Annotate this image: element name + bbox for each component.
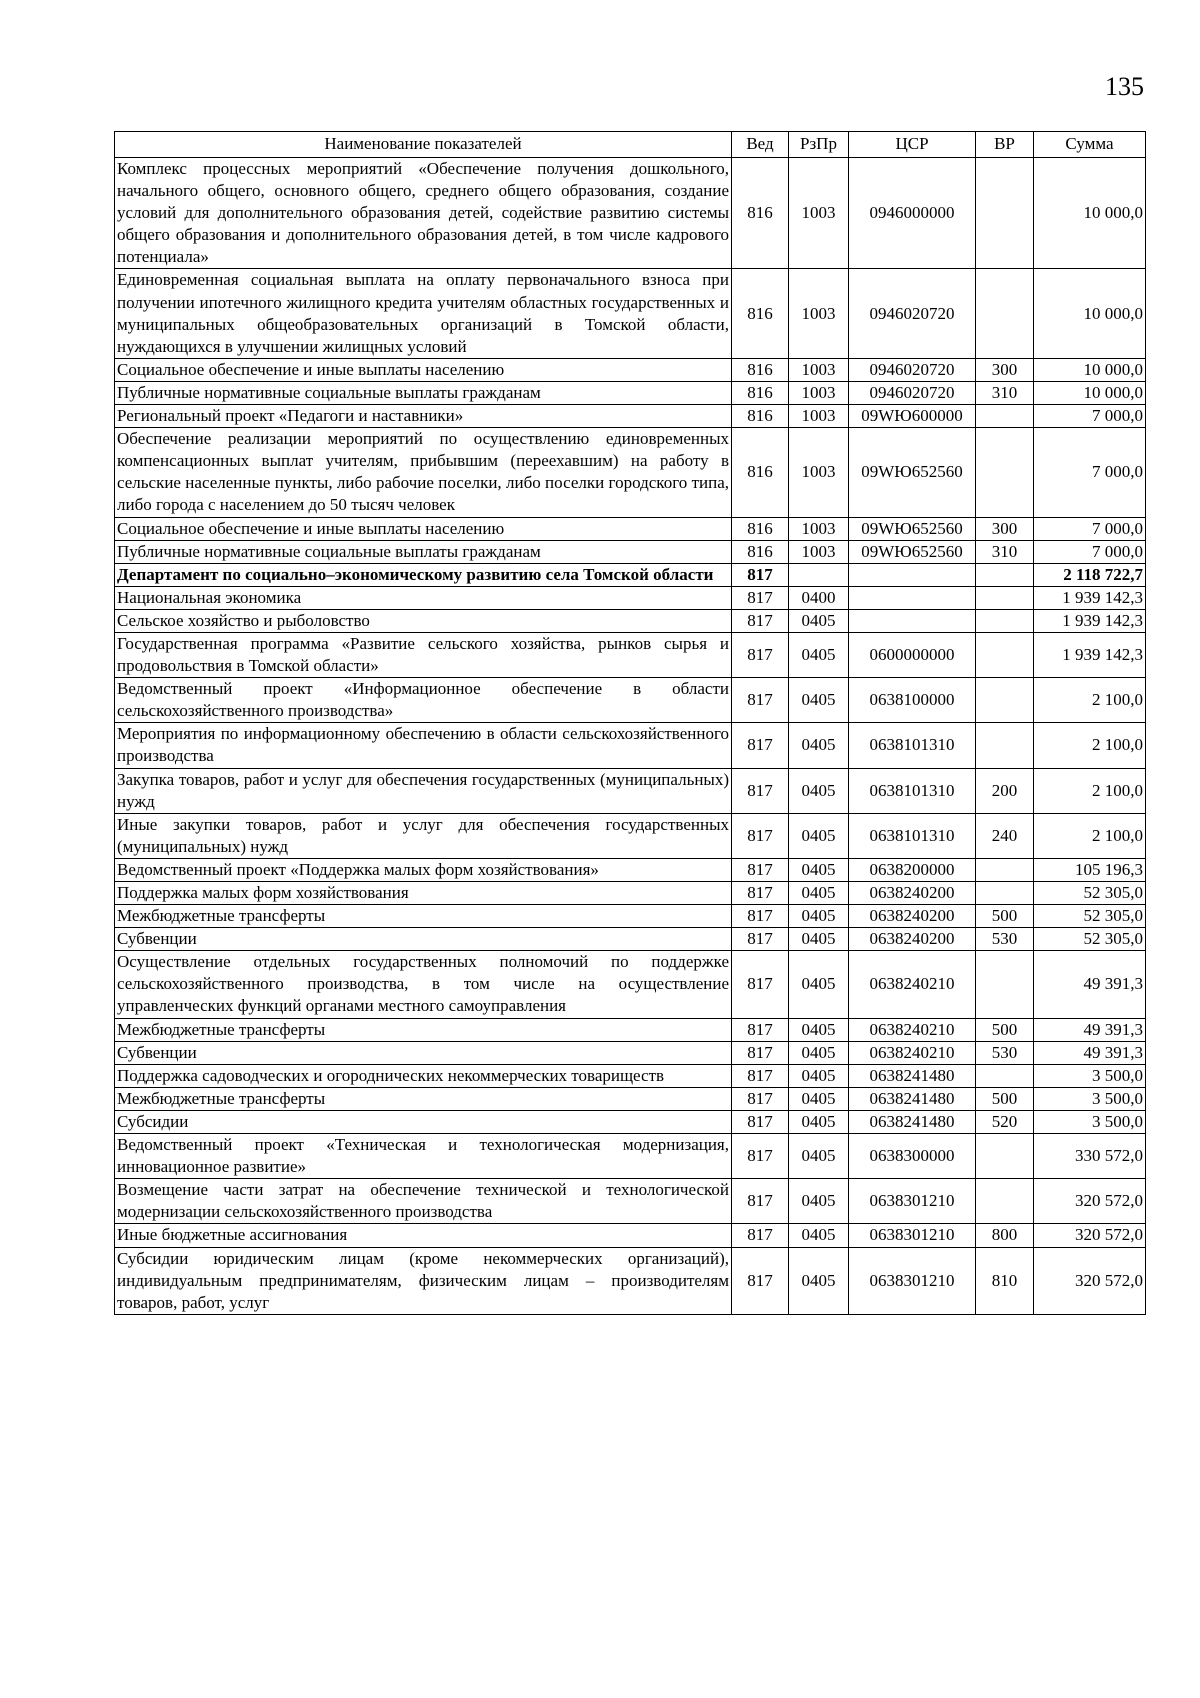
cell-sum: 3 500,0 — [1034, 1110, 1146, 1133]
cell-rzpr: 1003 — [789, 428, 849, 517]
cell-name: Социальное обеспечение и иные выплаты населению — [115, 517, 732, 540]
cell-rzpr: 0405 — [789, 723, 849, 768]
cell-ved: 817 — [732, 813, 789, 858]
cell-vr — [976, 632, 1034, 677]
table-row — [115, 1041, 1146, 1064]
cell-sum: 3 500,0 — [1034, 1087, 1146, 1110]
table-row — [115, 158, 1146, 269]
table-row — [115, 768, 1146, 813]
cell-name: Публичные нормативные социальные выплаты гражданам — [115, 540, 732, 563]
cell-name: Комплекс процессных мероприятий «Обеспечение получения дошкольного, начального общего, основного общего, среднего общего образования, создание условий для дополнительного образования детей, содействие развитию системы общего образования и дополнительного образования детей, в том числе кадрового потенциала» — [115, 158, 732, 269]
header-row — [115, 132, 1146, 158]
cell-vr: 500 — [976, 1087, 1034, 1110]
cell-rzpr: 1003 — [789, 381, 849, 404]
cell-csr: 09WЮ600000 — [849, 405, 976, 428]
cell-vr — [976, 882, 1034, 905]
table-row — [115, 882, 1146, 905]
cell-sum: 330 572,0 — [1034, 1134, 1146, 1179]
cell-name: Субвенции — [115, 928, 732, 951]
cell-vr: 520 — [976, 1110, 1034, 1133]
cell-csr: 0946020720 — [849, 269, 976, 358]
cell-vr: 240 — [976, 813, 1034, 858]
cell-csr: 0638241480 — [849, 1064, 976, 1087]
cell-rzpr: 0405 — [789, 632, 849, 677]
cell-csr: 0946020720 — [849, 381, 976, 404]
cell-sum: 49 391,3 — [1034, 1041, 1146, 1064]
table-row — [115, 381, 1146, 404]
cell-csr: 0638240200 — [849, 905, 976, 928]
cell-ved: 817 — [732, 1134, 789, 1179]
cell-ved: 817 — [732, 1018, 789, 1041]
cell-sum: 1 939 142,3 — [1034, 586, 1146, 609]
cell-vr — [976, 678, 1034, 723]
cell-csr: 0600000000 — [849, 632, 976, 677]
table-row — [115, 723, 1146, 768]
header-sum: Сумма — [1034, 132, 1146, 158]
cell-csr: 0638100000 — [849, 678, 976, 723]
cell-csr: 09WЮ652560 — [849, 428, 976, 517]
cell-ved: 817 — [732, 1224, 789, 1247]
cell-ved: 816 — [732, 517, 789, 540]
cell-ved: 816 — [732, 358, 789, 381]
cell-ved: 816 — [732, 540, 789, 563]
cell-name: Возмещение части затрат на обеспечение технической и технологической модернизации сельскохозяйственного производства — [115, 1179, 732, 1224]
cell-rzpr: 0405 — [789, 858, 849, 881]
cell-ved: 817 — [732, 632, 789, 677]
header-vr: ВР — [976, 132, 1034, 158]
cell-rzpr: 0405 — [789, 813, 849, 858]
table-row — [115, 269, 1146, 358]
cell-ved: 817 — [732, 1179, 789, 1224]
cell-sum: 10 000,0 — [1034, 358, 1146, 381]
cell-ved: 817 — [732, 1110, 789, 1133]
cell-name: Субсидии юридическим лицам (кроме некоммерческих организаций), индивидуальным предпринимателям, физическим лицам – производителям товаров, работ, услуг — [115, 1247, 732, 1314]
cell-csr: 0638240210 — [849, 951, 976, 1018]
cell-ved: 817 — [732, 858, 789, 881]
cell-rzpr: 0405 — [789, 951, 849, 1018]
cell-sum: 49 391,3 — [1034, 1018, 1146, 1041]
cell-ved: 817 — [732, 563, 789, 586]
cell-csr — [849, 586, 976, 609]
cell-csr: 0638200000 — [849, 858, 976, 881]
cell-csr: 0638301210 — [849, 1247, 976, 1314]
cell-rzpr: 0405 — [789, 768, 849, 813]
cell-vr — [976, 428, 1034, 517]
table-row — [115, 632, 1146, 677]
cell-name: Закупка товаров, работ и услуг для обеспечения государственных (муниципальных) нужд — [115, 768, 732, 813]
cell-ved: 817 — [732, 905, 789, 928]
cell-sum: 10 000,0 — [1034, 158, 1146, 269]
page-number: 135 — [1105, 72, 1144, 101]
cell-sum: 3 500,0 — [1034, 1064, 1146, 1087]
cell-name: Социальное обеспечение и иные выплаты населению — [115, 358, 732, 381]
cell-ved: 817 — [732, 1041, 789, 1064]
cell-name: Ведомственный проект «Поддержка малых форм хозяйствования» — [115, 858, 732, 881]
cell-sum: 2 100,0 — [1034, 813, 1146, 858]
cell-vr: 530 — [976, 1041, 1034, 1064]
cell-name: Иные закупки товаров, работ и услуг для обеспечения государственных (муниципальных) нужд — [115, 813, 732, 858]
cell-sum: 105 196,3 — [1034, 858, 1146, 881]
table-row — [115, 951, 1146, 1018]
cell-ved: 817 — [732, 951, 789, 1018]
cell-sum: 7 000,0 — [1034, 540, 1146, 563]
table-row — [115, 813, 1146, 858]
cell-rzpr: 0405 — [789, 678, 849, 723]
cell-ved: 817 — [732, 928, 789, 951]
cell-vr — [976, 586, 1034, 609]
cell-rzpr: 0405 — [789, 905, 849, 928]
cell-vr: 310 — [976, 540, 1034, 563]
cell-name: Сельское хозяйство и рыболовство — [115, 609, 732, 632]
cell-sum: 52 305,0 — [1034, 882, 1146, 905]
table-row — [115, 517, 1146, 540]
cell-csr: 0638301210 — [849, 1179, 976, 1224]
table-row — [115, 1224, 1146, 1247]
cell-name: Департамент по социально–экономическому развитию села Томской области — [115, 563, 732, 586]
cell-sum: 7 000,0 — [1034, 428, 1146, 517]
cell-ved: 816 — [732, 428, 789, 517]
cell-csr: 0638241480 — [849, 1087, 976, 1110]
cell-rzpr: 1003 — [789, 405, 849, 428]
cell-ved: 817 — [732, 882, 789, 905]
table-row — [115, 1087, 1146, 1110]
cell-sum: 320 572,0 — [1034, 1247, 1146, 1314]
table-row — [115, 428, 1146, 517]
table-row — [115, 358, 1146, 381]
cell-ved: 817 — [732, 723, 789, 768]
cell-name: Региональный проект «Педагоги и наставники» — [115, 405, 732, 428]
cell-sum: 2 100,0 — [1034, 678, 1146, 723]
cell-csr: 0946020720 — [849, 358, 976, 381]
cell-ved: 816 — [732, 269, 789, 358]
table-row — [115, 1110, 1146, 1133]
cell-vr — [976, 951, 1034, 1018]
cell-ved: 817 — [732, 1087, 789, 1110]
header-name: Наименование показателей — [115, 132, 732, 158]
cell-vr: 300 — [976, 358, 1034, 381]
cell-rzpr: 0405 — [789, 1018, 849, 1041]
cell-sum: 10 000,0 — [1034, 269, 1146, 358]
cell-csr — [849, 563, 976, 586]
cell-name: Единовременная социальная выплата на оплату первоначального взноса при получении ипотечного жилищного кредита учителям областных государственных и муниципальных общеобразовательных организаций в Томской области, нуждающихся в улучшении жилищных условий — [115, 269, 732, 358]
cell-sum: 1 939 142,3 — [1034, 632, 1146, 677]
table-row — [115, 563, 1146, 586]
cell-ved: 816 — [732, 381, 789, 404]
cell-sum: 320 572,0 — [1034, 1224, 1146, 1247]
cell-sum: 10 000,0 — [1034, 381, 1146, 404]
cell-rzpr: 0405 — [789, 1064, 849, 1087]
cell-rzpr: 0405 — [789, 1041, 849, 1064]
cell-rzpr: 0405 — [789, 1134, 849, 1179]
cell-csr: 09WЮ652560 — [849, 540, 976, 563]
cell-name: Государственная программа «Развитие сельского хозяйства, рынков сырья и продовольствия в Томской области» — [115, 632, 732, 677]
cell-name: Мероприятия по информационному обеспечению в области сельскохозяйственного производства — [115, 723, 732, 768]
cell-name: Осуществление отдельных государственных полномочий по поддержке сельскохозяйственного производства, в том числе на осуществление управленческих функций органами местного самоуправления — [115, 951, 732, 1018]
cell-rzpr: 0405 — [789, 928, 849, 951]
cell-sum: 1 939 142,3 — [1034, 609, 1146, 632]
cell-rzpr: 0405 — [789, 1179, 849, 1224]
cell-name: Национальная экономика — [115, 586, 732, 609]
cell-sum: 2 100,0 — [1034, 768, 1146, 813]
cell-rzpr: 0405 — [789, 882, 849, 905]
header-ved: Вед — [732, 132, 789, 158]
cell-rzpr: 1003 — [789, 358, 849, 381]
cell-vr: 200 — [976, 768, 1034, 813]
table-row — [115, 905, 1146, 928]
cell-vr: 810 — [976, 1247, 1034, 1314]
cell-csr: 0638101310 — [849, 813, 976, 858]
cell-vr: 500 — [976, 905, 1034, 928]
cell-name: Поддержка малых форм хозяйствования — [115, 882, 732, 905]
cell-name: Иные бюджетные ассигнования — [115, 1224, 732, 1247]
cell-vr: 310 — [976, 381, 1034, 404]
cell-csr: 0638241480 — [849, 1110, 976, 1133]
cell-csr: 0638240210 — [849, 1041, 976, 1064]
cell-name: Субсидии — [115, 1110, 732, 1133]
cell-vr — [976, 405, 1034, 428]
table-row — [115, 928, 1146, 951]
cell-vr: 800 — [976, 1224, 1034, 1247]
cell-csr: 0638240210 — [849, 1018, 976, 1041]
header-rzpr: РзПр — [789, 132, 849, 158]
table-row — [115, 678, 1146, 723]
cell-ved: 817 — [732, 609, 789, 632]
cell-vr — [976, 158, 1034, 269]
cell-sum: 7 000,0 — [1034, 405, 1146, 428]
cell-name: Ведомственный проект «Техническая и технологическая модернизация, инновационное развитие» — [115, 1134, 732, 1179]
cell-name: Межбюджетные трансферты — [115, 905, 732, 928]
cell-name: Субвенции — [115, 1041, 732, 1064]
budget-table — [114, 131, 1146, 1315]
cell-sum: 2 118 722,7 — [1034, 563, 1146, 586]
cell-vr — [976, 269, 1034, 358]
table-row — [115, 609, 1146, 632]
cell-csr: 0638101310 — [849, 768, 976, 813]
table-row — [115, 1179, 1146, 1224]
cell-rzpr: 0405 — [789, 609, 849, 632]
cell-sum: 2 100,0 — [1034, 723, 1146, 768]
cell-sum: 52 305,0 — [1034, 928, 1146, 951]
cell-rzpr: 1003 — [789, 540, 849, 563]
table-row — [115, 1018, 1146, 1041]
cell-vr — [976, 1064, 1034, 1087]
cell-csr — [849, 609, 976, 632]
cell-csr: 0638240200 — [849, 928, 976, 951]
cell-ved: 817 — [732, 1064, 789, 1087]
cell-sum: 7 000,0 — [1034, 517, 1146, 540]
cell-name: Поддержка садоводческих и огороднических некоммерческих товариществ — [115, 1064, 732, 1087]
table-row — [115, 540, 1146, 563]
cell-ved: 817 — [732, 678, 789, 723]
table-row — [115, 405, 1146, 428]
cell-vr — [976, 1134, 1034, 1179]
table-row — [115, 586, 1146, 609]
cell-vr: 530 — [976, 928, 1034, 951]
table-row — [115, 1064, 1146, 1087]
cell-name: Обеспечение реализации мероприятий по осуществлению единовременных компенсационных выплат учителям, прибывшим (переехавшим) на работу в сельские населенные пункты, либо рабочие поселки, либо поселки городского типа, либо города с населением до 50 тысяч человек — [115, 428, 732, 517]
cell-vr — [976, 609, 1034, 632]
cell-rzpr: 1003 — [789, 269, 849, 358]
cell-vr: 300 — [976, 517, 1034, 540]
cell-ved: 816 — [732, 405, 789, 428]
cell-ved: 816 — [732, 158, 789, 269]
cell-name: Ведомственный проект «Информационное обеспечение в области сельскохозяйственного производства» — [115, 678, 732, 723]
cell-name: Межбюджетные трансферты — [115, 1018, 732, 1041]
cell-vr — [976, 563, 1034, 586]
cell-vr: 500 — [976, 1018, 1034, 1041]
header-csr: ЦСР — [849, 132, 976, 158]
cell-rzpr: 1003 — [789, 158, 849, 269]
cell-csr: 0638240200 — [849, 882, 976, 905]
cell-rzpr: 0405 — [789, 1087, 849, 1110]
cell-rzpr: 0405 — [789, 1110, 849, 1133]
cell-sum: 52 305,0 — [1034, 905, 1146, 928]
table-row — [115, 1247, 1146, 1314]
cell-csr: 0946000000 — [849, 158, 976, 269]
cell-ved: 817 — [732, 1247, 789, 1314]
cell-rzpr — [789, 563, 849, 586]
cell-name: Публичные нормативные социальные выплаты гражданам — [115, 381, 732, 404]
table-row — [115, 1134, 1146, 1179]
cell-sum: 49 391,3 — [1034, 951, 1146, 1018]
cell-rzpr: 1003 — [789, 517, 849, 540]
cell-csr: 0638101310 — [849, 723, 976, 768]
cell-csr: 0638301210 — [849, 1224, 976, 1247]
cell-vr — [976, 723, 1034, 768]
cell-rzpr: 0405 — [789, 1247, 849, 1314]
table-row — [115, 858, 1146, 881]
cell-ved: 817 — [732, 768, 789, 813]
cell-ved: 817 — [732, 586, 789, 609]
cell-csr: 0638300000 — [849, 1134, 976, 1179]
cell-sum: 320 572,0 — [1034, 1179, 1146, 1224]
cell-csr: 09WЮ652560 — [849, 517, 976, 540]
cell-name: Межбюджетные трансферты — [115, 1087, 732, 1110]
cell-vr — [976, 858, 1034, 881]
cell-vr — [976, 1179, 1034, 1224]
cell-rzpr: 0400 — [789, 586, 849, 609]
cell-rzpr: 0405 — [789, 1224, 849, 1247]
